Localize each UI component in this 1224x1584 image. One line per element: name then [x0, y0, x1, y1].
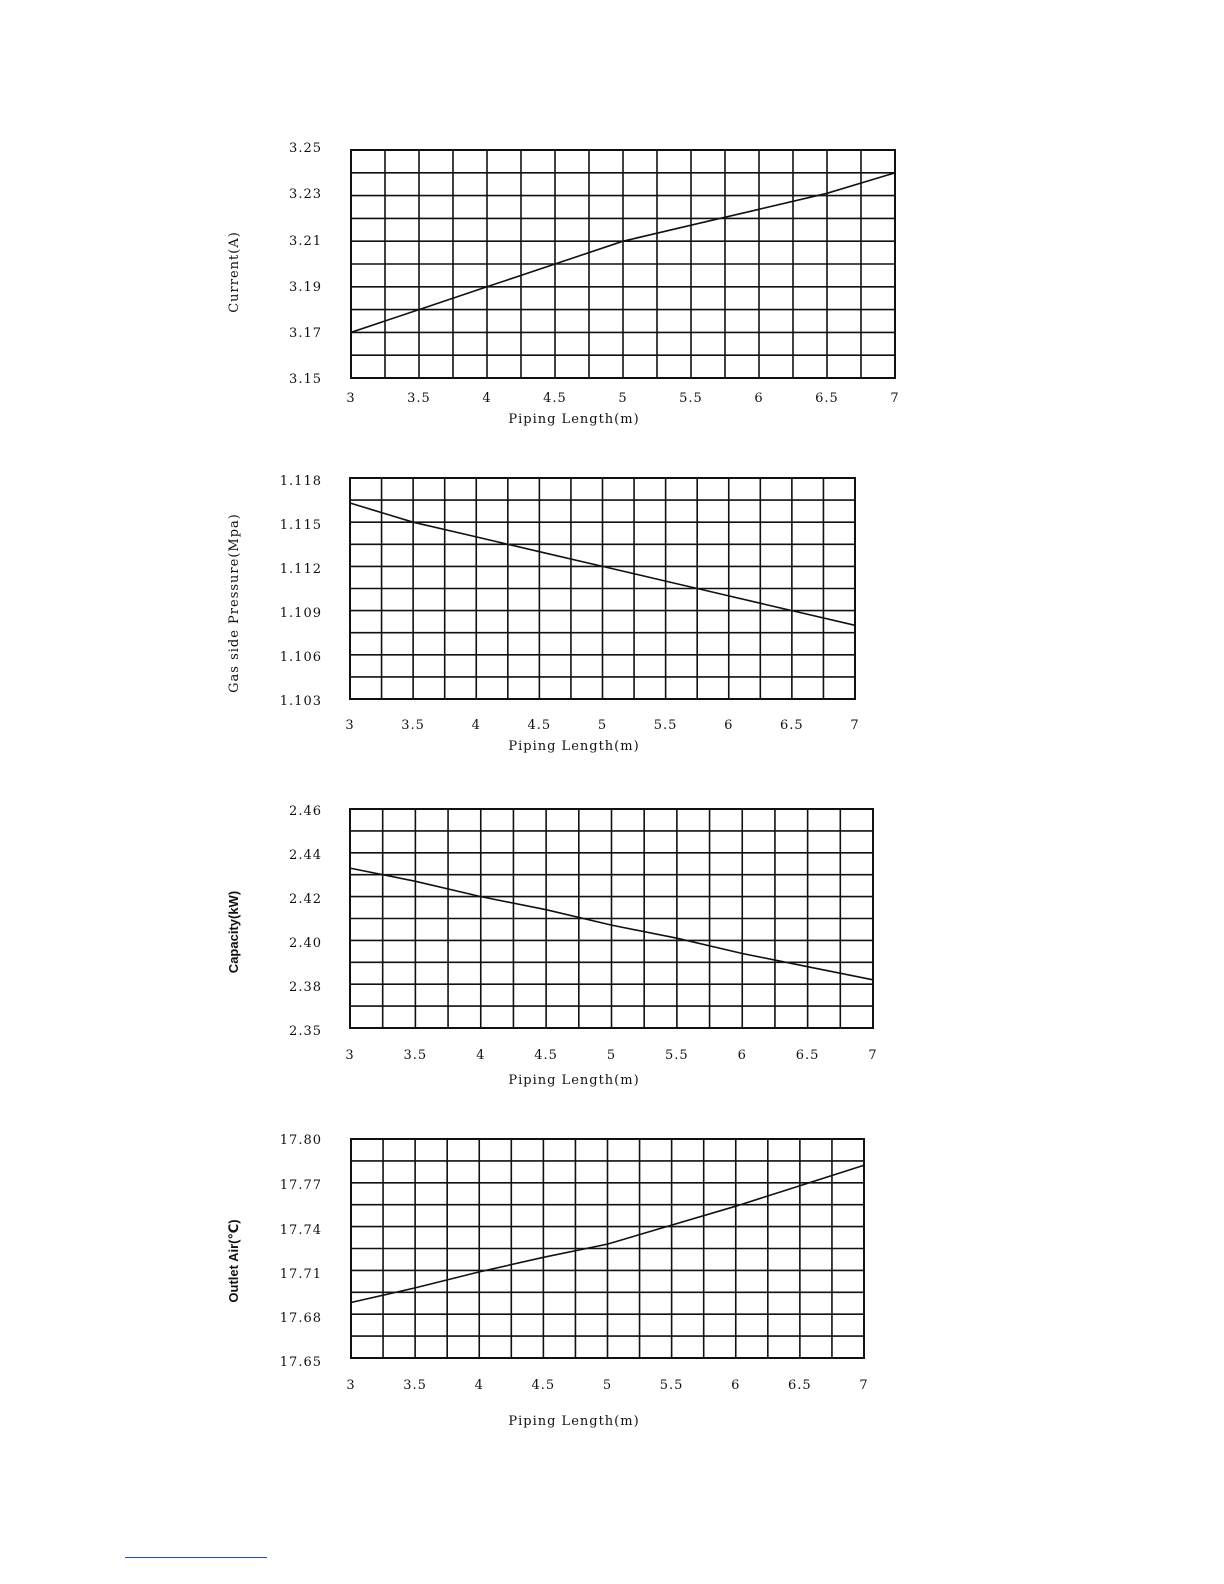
- x-tick-label: 7: [859, 1378, 869, 1393]
- x-tick-label: 4.5: [543, 391, 567, 406]
- x-tick-label: 3: [346, 391, 356, 406]
- x-tick-label: 6.5: [788, 1378, 812, 1393]
- x-tick-label: 4.5: [534, 1048, 558, 1063]
- x-tick-label: 5.5: [653, 718, 678, 733]
- x-tick-label: 5: [618, 391, 628, 406]
- y-tick-label: 17.68: [279, 1311, 322, 1326]
- footnote-separator: [125, 1557, 267, 1558]
- y-tick-label: 2.35: [289, 1024, 322, 1039]
- x-tick-label: 3: [345, 1048, 355, 1063]
- x-tick-label: 4: [476, 1048, 486, 1063]
- y-tick-label: 1.115: [279, 518, 322, 533]
- x-tick-label: 6.5: [815, 391, 839, 406]
- x-tick-label: 7: [868, 1048, 878, 1063]
- x-axis-label: Piping Length(m): [508, 1073, 640, 1088]
- x-axis-label: Piping Length(m): [508, 1414, 640, 1429]
- y-tick-label: 2.46: [289, 804, 322, 819]
- y-axis-label: Capacity(kW): [226, 890, 241, 974]
- x-tick-label: 5: [602, 1378, 613, 1393]
- x-tick-label: 5: [597, 718, 608, 733]
- x-tick-label: 6.5: [795, 1048, 820, 1063]
- y-tick-label: 1.112: [279, 562, 322, 577]
- y-tick-label: 1.103: [279, 694, 322, 709]
- x-tick-label: 6: [737, 1048, 747, 1063]
- x-tick-label: 4: [471, 718, 481, 733]
- chart-panel-4: [226, 1133, 869, 1429]
- x-tick-label: 6: [731, 1378, 741, 1393]
- y-tick-label: 1.109: [279, 606, 322, 621]
- x-tick-label: 5.5: [665, 1048, 689, 1063]
- x-tick-label: 5: [606, 1048, 617, 1063]
- y-tick-label: 3.23: [289, 187, 322, 202]
- plot-grid: [350, 809, 873, 1028]
- x-axis-label: Piping Length(m): [508, 739, 640, 754]
- x-tick-label: 7: [850, 718, 860, 733]
- x-tick-label: 5.5: [659, 1378, 684, 1393]
- y-tick-label: 3.15: [289, 372, 322, 387]
- x-axis-label: Piping Length(m): [508, 412, 640, 427]
- y-axis-label: Outlet Air(℃): [226, 1219, 241, 1303]
- x-tick-label: 3.5: [407, 391, 431, 406]
- x-tick-label: 4.5: [527, 718, 552, 733]
- y-tick-label: 3.17: [289, 326, 322, 341]
- y-tick-label: 17.77: [279, 1178, 322, 1193]
- y-axis-label: Current(A): [227, 231, 242, 313]
- y-tick-label: 3.25: [289, 141, 322, 156]
- x-tick-label: 4: [482, 391, 492, 406]
- x-tick-label: 3.5: [403, 1048, 428, 1063]
- y-tick-label: 2.38: [289, 980, 322, 995]
- y-tick-label: 2.42: [289, 892, 322, 907]
- chart-panel-2: [227, 474, 860, 754]
- chart-panel-3: [226, 804, 878, 1088]
- y-tick-label: 17.71: [279, 1267, 322, 1282]
- y-tick-label: 1.118: [279, 474, 322, 489]
- y-tick-label: 17.74: [279, 1223, 322, 1238]
- y-tick-label: 3.19: [289, 280, 322, 295]
- x-tick-label: 6: [754, 391, 764, 406]
- plot-grid: [351, 1139, 864, 1358]
- y-tick-label: 2.40: [289, 936, 322, 951]
- x-tick-label: 5.5: [679, 391, 703, 406]
- x-tick-label: 4.5: [531, 1378, 556, 1393]
- y-axis-label: Gas side Pressure(Mpa): [227, 513, 242, 693]
- plot-grid: [351, 150, 895, 378]
- x-tick-label: 3: [346, 1378, 356, 1393]
- x-tick-label: 3.5: [403, 1378, 427, 1393]
- x-tick-label: 3.5: [401, 718, 425, 733]
- x-tick-label: 6.5: [780, 718, 804, 733]
- y-tick-label: 1.106: [279, 650, 322, 665]
- chart-panel-1: [227, 141, 900, 427]
- y-tick-label: 2.44: [289, 848, 322, 863]
- y-tick-label: 17.80: [279, 1133, 322, 1148]
- x-tick-label: 4: [474, 1378, 484, 1393]
- x-tick-label: 3: [345, 718, 355, 733]
- y-tick-label: 3.21: [289, 234, 322, 249]
- y-tick-label: 17.65: [279, 1355, 322, 1370]
- x-tick-label: 7: [890, 391, 900, 406]
- x-tick-label: 6: [724, 718, 734, 733]
- plot-grid: [350, 478, 855, 699]
